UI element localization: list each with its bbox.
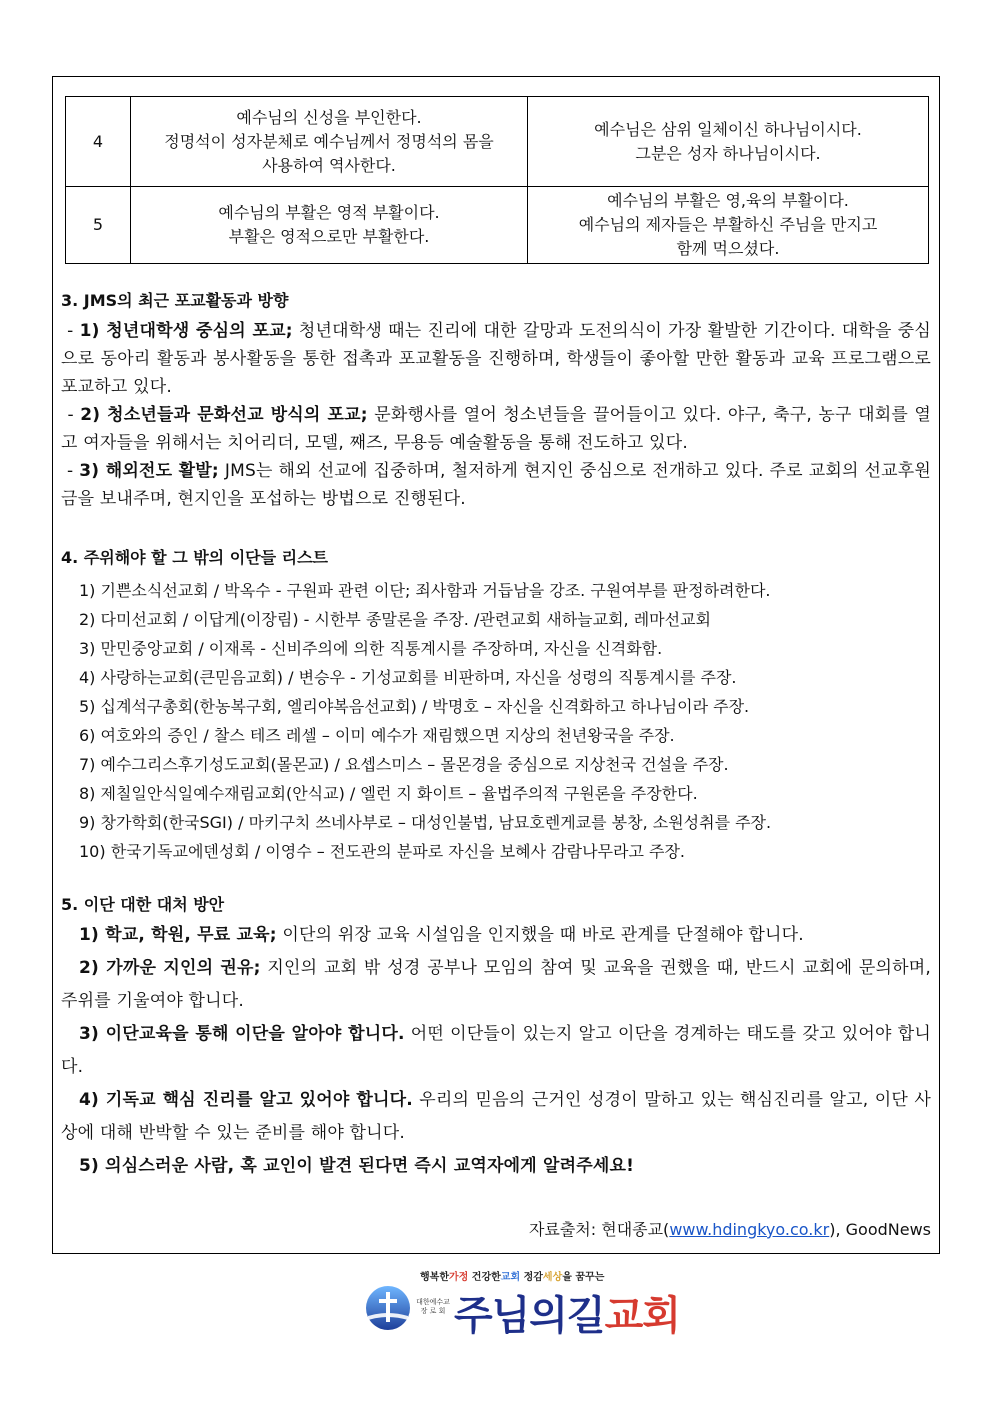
cell-line: 예수님의 부활은 영적 부활이다.	[218, 203, 440, 222]
paragraph: - 2) 청소년들과 문화선교 방식의 포교; 문화행사를 열어 청소년들을 끌어들이고 있다. 야구, 축구, 농구 대회를 열고 여자들을 위해서는 치어리더, 모델, 째즈, 무용등 예술활동을 통해 전도하고 있다.	[61, 405, 932, 453]
cell-line: 그분은 성자 하나님이시다.	[635, 143, 821, 163]
orthodox-truth-cell	[528, 97, 929, 187]
list-item: 5) 십계석구총회(한농복구회, 엘리야복음선교회) / 박명호 – 자신을 신격화하고 하나님이라 주장.	[79, 697, 750, 716]
cell-line: 사용하여 역사한다.	[262, 155, 396, 175]
paragraph: 2) 가까운 지인의 권유; 지인의 교회 밖 성경 공부나 모임의 참여 및 교육을 권했을 때, 반드시 교회에 문의하며, 주위를 기울여야 합니다.	[61, 958, 931, 1011]
church-name: 주님의길교회	[454, 1292, 680, 1339]
section-heading: 4. 주위해야 할 그 밖의 이단들 리스트	[61, 548, 329, 567]
cell-line: 예수님의 부활은 영,육의 부활이다.	[607, 191, 849, 210]
paragraph: - 1) 청년대학생 중심의 포교; 청년대학생 때는 진리에 대한 갈망과 도전의식이 가장 활발한 기간이다. 대학을 중심으로 동아리 활동과 봉사활동을 통한 접촉과 포교활동을 진행하며, 학생들이 좋아할 만한 활동과 교육 프로그램으로 포교하고 있다.	[61, 321, 931, 397]
heresy-list	[61, 576, 931, 866]
paragraph: - 3) 해외전도 활발; JMS는 해외 선교에 집중하며, 철저하게 현지인 중심으로 전개하고 있다. 주로 교회의 선교후원금을 보내주며, 현지인을 포섭하는 방법으로 진행된다.	[61, 461, 931, 509]
list-item: 10) 한국기독교에덴성회 / 이영수 – 전도관의 분파로 자신을 보혜사 감람나무라고 주장.	[79, 842, 685, 861]
church-footer	[0, 1262, 992, 1342]
list-item: 8) 제칠일안식일예수재림교회(안식교) / 엘런 지 화이트 – 율법주의적 구원론을 주장한다.	[79, 784, 698, 803]
cell-line: 예수님은 삼위 일체이신 하나님이시다.	[594, 119, 862, 139]
section-5	[61, 891, 931, 1183]
list-item: 9) 창가학회(한국SGI) / 마키구치 쓰네사부로 – 대성인불법, 남묘호렌게쿄를 봉창, 소원성취를 주장.	[79, 813, 772, 832]
orthodox-truth-cell	[528, 187, 929, 264]
list-item: 1) 기쁜소식선교회 / 박옥수 - 구원파 관련 이단; 죄사함과 거듭남을 강조. 구원여부를 판정하려한다.	[79, 581, 771, 600]
cell-line: 정명석이 성자분체로 예수님께서 정명석의 몸을	[164, 131, 494, 151]
jms-claim-cell	[131, 97, 528, 187]
section-4	[61, 544, 931, 866]
paragraph: 5) 의심스러운 사람, 혹 교인이 발견 된다면 즉시 교역자에게 알려주세요!	[79, 1156, 635, 1176]
list-item: 2) 다미선교회 / 이답게(이장림) - 시한부 종말론을 주장. /관련교회 새하늘교회, 레마선교회	[79, 610, 711, 629]
comparison-table	[65, 96, 929, 264]
church-logo-icon	[364, 1284, 412, 1332]
cell-line: 예수님의 제자들은 부활하신 주님을 만지고	[578, 215, 878, 234]
cell-line: 부활은 영적으로만 부활한다.	[228, 227, 430, 246]
list-item: 3) 만민중앙교회 / 이재록 - 신비주의에 의한 직통계시를 주장하며, 자신을 신격화함.	[79, 639, 663, 658]
section-heading: 5. 이단 대한 대처 방안	[61, 895, 225, 914]
denomination: 대한예수교 장 로 회	[416, 1298, 450, 1315]
paragraph: 3) 이단교육을 통해 이단을 알아야 합니다. 어떤 이단들이 있는지 알고 이단을 경계하는 태도를 갖고 있어야 합니다.	[61, 1024, 932, 1077]
jms-claim-cell	[131, 187, 528, 264]
source-citation: 자료출처: 현대종교(www.hdingkyo.co.kr), GoodNews	[528, 1220, 931, 1239]
list-item: 4) 사랑하는교회(큰믿음교회) / 변승우 - 기성교회를 비판하며, 자신을 성령의 직통계시를 주장.	[79, 668, 737, 687]
table-row	[66, 97, 929, 187]
cell-line: 예수님의 신성을 부인한다.	[236, 107, 422, 127]
row-number: 4	[66, 97, 131, 187]
section-3	[61, 287, 931, 513]
list-item: 7) 예수그리스후기성도교회(몰몬교) / 요셉스미스 – 몰몬경을 중심으로 지상천국 건설을 주장.	[79, 755, 729, 774]
source-link[interactable]: www.hdingkyo.co.kr	[669, 1220, 830, 1239]
paragraph: 1) 학교, 학원, 무료 교육; 이단의 위장 교육 시설임을 인지했을 때 바로 관계를 단절해야 합니다.	[79, 925, 804, 945]
paragraph: 4) 기독교 핵심 진리를 알고 있어야 합니다. 우리의 믿음의 근거인 성경이 말하고 있는 핵심진리를 알고, 이단 사상에 대해 반박할 수 있는 준비를 해야 합니다.	[61, 1090, 931, 1143]
document-frame	[52, 76, 940, 1254]
section-heading: 3. JMS의 최근 포교활동과 방향	[61, 291, 289, 310]
list-item: 6) 여호와의 증인 / 찰스 테즈 레셀 – 이미 예수가 재림했으면 지상의 천년왕국을 주장.	[79, 726, 675, 745]
cell-line: 함께 먹으셨다.	[676, 239, 780, 258]
table-row	[66, 187, 929, 264]
slogan: 행복한가정 건강한교회 정감세상을 꿈꾸는	[420, 1272, 605, 1283]
row-number: 5	[66, 187, 131, 264]
